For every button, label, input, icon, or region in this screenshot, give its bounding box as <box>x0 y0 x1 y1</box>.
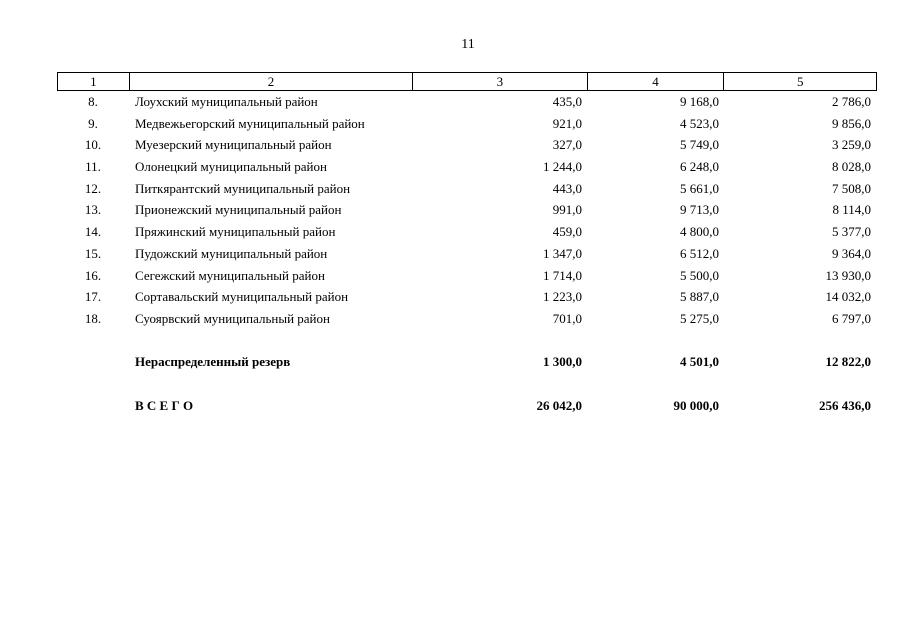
row-number: 15. <box>84 245 102 261</box>
value-col-3: 701,0 <box>552 310 582 326</box>
value-col-5: 14 032,0 <box>825 289 871 305</box>
table-row <box>57 286 877 308</box>
district-name: Медвежьегорский муниципальный район <box>135 115 365 131</box>
reserve-value-col-3: 1 300,0 <box>543 353 582 369</box>
row-number: 11. <box>85 159 101 175</box>
value-col-5: 5 377,0 <box>832 224 871 240</box>
table-header-row <box>57 72 877 91</box>
value-col-5: 9 856,0 <box>832 115 871 131</box>
header-col-1: 1 <box>58 73 130 90</box>
value-col-5: 8 114,0 <box>832 202 871 218</box>
value-col-4: 5 500,0 <box>680 267 719 283</box>
total-row <box>57 395 877 417</box>
total-value-col-4: 90 000,0 <box>673 397 719 413</box>
distribution-table <box>57 72 877 417</box>
value-col-5: 13 930,0 <box>825 267 871 283</box>
value-col-3: 1 347,0 <box>543 245 582 261</box>
value-col-3: 1 714,0 <box>543 267 582 283</box>
district-name: Прионежский муниципальный район <box>135 202 342 218</box>
value-col-3: 435,0 <box>552 94 582 109</box>
district-name: Лоухский муниципальный район <box>135 94 318 109</box>
district-name: Муезерский муниципальный район <box>135 137 332 153</box>
reserve-label: Нераспределенный резерв <box>135 353 291 369</box>
value-col-3: 921,0 <box>552 115 582 131</box>
district-name: Сортавальский муниципальный район <box>135 289 349 305</box>
value-col-5: 2 786,0 <box>832 94 871 109</box>
value-col-3: 1 244,0 <box>543 159 582 175</box>
value-col-5: 8 028,0 <box>832 159 871 175</box>
value-col-3: 459,0 <box>552 224 582 240</box>
table-row <box>57 243 877 265</box>
page-number: 11 <box>461 37 475 52</box>
table-row <box>57 199 877 221</box>
value-col-5: 6 797,0 <box>832 310 871 326</box>
table-row <box>57 156 877 178</box>
value-col-5: 7 508,0 <box>832 180 871 196</box>
row-number: 14. <box>84 224 102 240</box>
value-col-5: 9 364,0 <box>832 245 871 261</box>
value-col-3: 991,0 <box>552 202 582 218</box>
value-col-4: 6 248,0 <box>680 159 719 175</box>
table-row <box>57 113 877 135</box>
table-row <box>57 308 877 330</box>
table-row <box>57 178 877 200</box>
district-name: Питкярантский муниципальный район <box>135 180 351 196</box>
total-label: В С Е Г О <box>135 397 194 413</box>
header-col-3: 3 <box>413 73 588 90</box>
value-col-4: 5 887,0 <box>680 289 719 305</box>
header-col-5: 5 <box>796 74 804 89</box>
total-value-col-3: 26 042,0 <box>536 397 582 413</box>
value-col-4: 5 661,0 <box>680 180 719 196</box>
value-col-3: 1 223,0 <box>543 289 582 305</box>
header-col-2: 2 <box>130 73 413 90</box>
reserve-value-col-5: 12 822,0 <box>825 353 871 369</box>
district-name: Сегежский муниципальный район <box>135 267 325 283</box>
district-name: Пряжинский муниципальный район <box>135 224 336 240</box>
row-number: 8. <box>88 94 98 109</box>
table-row <box>57 91 877 113</box>
value-col-4: 4 800,0 <box>680 224 719 240</box>
row-number: 13. <box>84 202 102 218</box>
value-col-4: 6 512,0 <box>680 245 719 261</box>
row-number: 16. <box>84 267 102 283</box>
district-name: Суоярвский муниципальный район <box>135 310 330 326</box>
table-row <box>57 221 877 243</box>
header-col-4: 4 <box>588 73 725 90</box>
district-name: Пудожский муниципальный район <box>135 245 328 261</box>
value-col-4: 9 713,0 <box>680 202 719 218</box>
value-col-4: 4 523,0 <box>680 115 719 131</box>
value-col-5: 3 259,0 <box>832 137 871 153</box>
value-col-4: 5 275,0 <box>680 310 719 326</box>
value-col-3: 443,0 <box>552 180 582 196</box>
row-number: 17. <box>84 289 102 305</box>
table-row <box>57 134 877 156</box>
reserve-value-col-4: 4 501,0 <box>680 353 719 369</box>
row-number: 12. <box>84 180 102 196</box>
row-number: 10. <box>84 137 102 153</box>
reserve-row <box>57 351 877 373</box>
table-row <box>57 265 877 287</box>
row-number: 9. <box>88 115 98 131</box>
row-number: 18. <box>84 310 102 326</box>
value-col-4: 5 749,0 <box>680 137 719 153</box>
value-col-4: 9 168,0 <box>680 94 719 109</box>
total-value-col-5: 256 436,0 <box>819 397 871 413</box>
total-spacer <box>57 395 129 417</box>
district-name: Олонецкий муниципальный район <box>135 159 327 175</box>
reserve-spacer <box>57 351 129 373</box>
value-col-3: 327,0 <box>552 137 582 153</box>
